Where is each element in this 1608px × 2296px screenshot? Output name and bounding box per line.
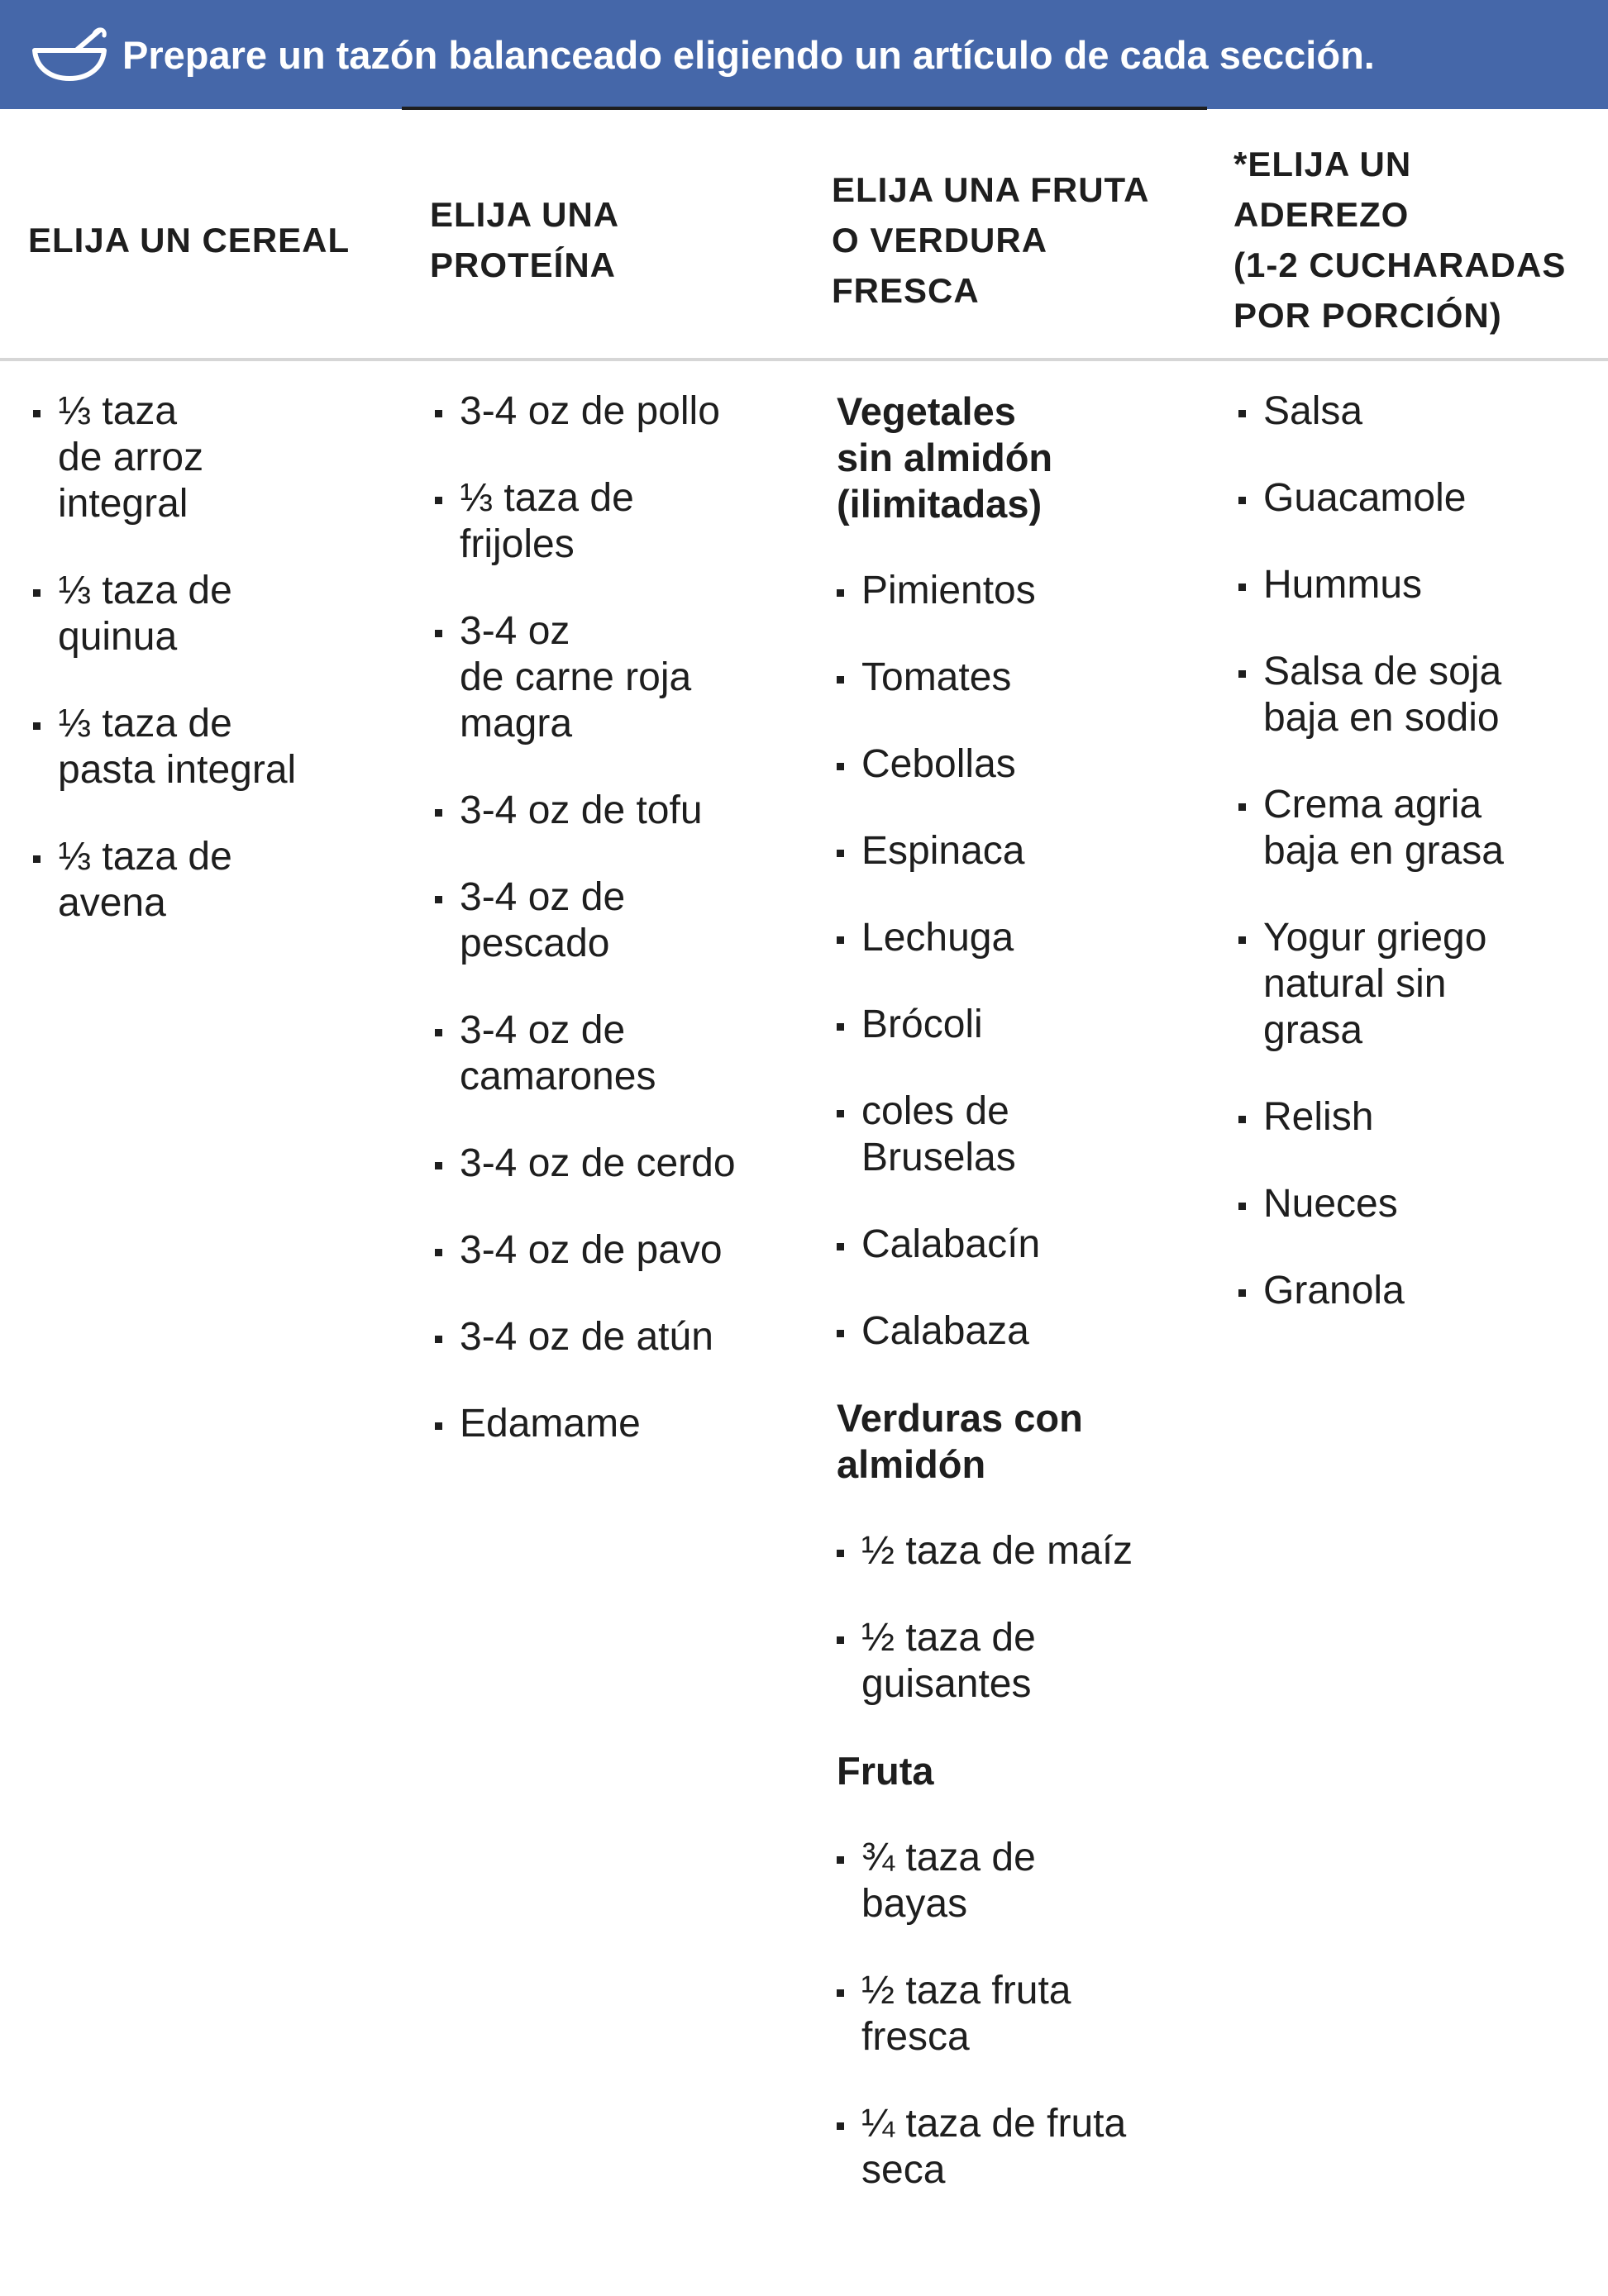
bullet — [837, 1243, 844, 1250]
bullet — [1238, 1203, 1246, 1210]
list-item — [1238, 1094, 1602, 1141]
protein-column — [435, 388, 799, 1488]
list-item — [33, 834, 397, 926]
item-text: Hummus — [1263, 563, 1423, 607]
list-item — [1238, 1268, 1602, 1314]
list-item — [1238, 475, 1602, 522]
item-text: ⅓ taza de quinua — [58, 569, 232, 659]
list-item — [33, 568, 397, 660]
list-item — [837, 1088, 1209, 1181]
item-text: Calabaza — [861, 1309, 1029, 1353]
item-text: Pimientos — [861, 569, 1036, 612]
list-item — [837, 828, 1209, 874]
item-text: 3-4 oz de pavo — [460, 1228, 723, 1272]
bullet — [1238, 1289, 1246, 1297]
bullet — [435, 1029, 442, 1036]
bullet — [1238, 497, 1246, 504]
list-item — [837, 655, 1209, 701]
list-item — [837, 915, 1209, 961]
header-rule — [402, 107, 1207, 110]
bullet — [837, 1856, 844, 1864]
header-divider — [0, 358, 1608, 361]
bullet — [435, 809, 442, 817]
bullet — [435, 1162, 442, 1169]
bullet — [837, 589, 844, 597]
list-item — [435, 874, 799, 967]
column-heading-protein: ELIJA UNA PROTEÍNA — [430, 195, 620, 284]
item-text: ⅓ taza de frijoles — [460, 476, 634, 566]
fruit-vegetable-column — [837, 388, 1209, 2234]
item-text: Calabacín — [861, 1222, 1041, 1266]
item-text: ½ taza de guisantes — [861, 1616, 1036, 1706]
list-item — [837, 1615, 1209, 1708]
bullet — [435, 1336, 442, 1343]
list-item — [837, 2101, 1209, 2194]
bullet — [837, 1330, 844, 1337]
bullet — [1238, 803, 1246, 811]
list-item — [1238, 1181, 1602, 1227]
item-text: Cebollas — [861, 742, 1016, 786]
list-item — [435, 388, 799, 435]
item-text: 3-4 oz de cerdo — [460, 1141, 736, 1185]
list-item — [1238, 649, 1602, 741]
item-text: ¾ taza de bayas — [861, 1836, 1036, 1926]
item-text: ½ taza fruta fresca — [861, 1969, 1071, 2059]
list-item — [837, 1308, 1209, 1355]
item-text: Brócoli — [861, 1003, 983, 1046]
subheading-fruit: Fruta — [837, 1749, 934, 1793]
list-item — [435, 1141, 799, 1187]
item-text: Granola — [1263, 1269, 1405, 1312]
item-text: Edamame — [460, 1402, 641, 1446]
item-text: Nueces — [1263, 1182, 1398, 1226]
subheading-starchy: Verduras con almidón — [837, 1396, 1083, 1486]
bullet — [435, 1249, 442, 1256]
item-text: Yogur griego natural sin grasa — [1263, 916, 1487, 1052]
header-banner — [0, 0, 1608, 109]
item-text: ⅓ taza de arroz integral — [58, 389, 204, 526]
item-text: 3-4 oz de pollo — [460, 389, 720, 433]
bullet — [33, 722, 41, 730]
list-item — [435, 1227, 799, 1274]
bullet — [837, 1636, 844, 1644]
list-item — [33, 388, 397, 527]
bullet — [837, 1989, 844, 1997]
item-text: Salsa — [1263, 389, 1363, 433]
item-text: Crema agria baja en grasa — [1263, 783, 1504, 873]
bullet — [435, 630, 442, 637]
bullet — [837, 2122, 844, 2130]
bullet — [435, 497, 442, 504]
bullet — [837, 1550, 844, 1557]
item-text: Tomates — [861, 655, 1012, 699]
list-item — [1238, 388, 1602, 435]
subheading-non-starchy: Vegetales sin almidón (ilimitadas) — [837, 389, 1053, 526]
bullet — [1238, 1116, 1246, 1123]
item-text: Espinaca — [861, 829, 1025, 873]
bullet — [435, 410, 442, 417]
bullet — [1238, 936, 1246, 944]
list-item — [837, 1528, 1209, 1574]
bullet — [837, 936, 844, 944]
item-text: 3-4 oz de tofu — [460, 788, 703, 832]
cereal-column — [33, 388, 397, 967]
item-text: ⅓ taza de avena — [58, 835, 232, 925]
list-item — [837, 1968, 1209, 2060]
list-item — [435, 475, 799, 568]
list-item — [435, 1007, 799, 1100]
bullet — [837, 1023, 844, 1031]
bullet — [1238, 584, 1246, 591]
bullet — [837, 763, 844, 770]
list-item — [1238, 915, 1602, 1054]
bullet — [837, 676, 844, 684]
item-text: 3-4 oz de camarones — [460, 1008, 656, 1098]
item-text: Guacamole — [1263, 476, 1467, 520]
bullet — [435, 896, 442, 903]
list-item — [1238, 782, 1602, 874]
item-text: 3-4 oz de atún — [460, 1315, 713, 1359]
item-text: ⅓ taza de pasta integral — [58, 702, 297, 792]
list-item — [435, 788, 799, 834]
bullet — [33, 410, 41, 417]
item-text: Lechuga — [861, 916, 1014, 960]
bullet — [837, 850, 844, 857]
bowl-icon — [30, 26, 109, 83]
list-item — [837, 568, 1209, 614]
item-text: Relish — [1263, 1095, 1374, 1139]
bullet — [837, 1110, 844, 1117]
list-item — [435, 608, 799, 747]
dressing-column — [1238, 388, 1602, 1355]
bullet — [1238, 410, 1246, 417]
list-item — [1238, 562, 1602, 608]
list-item — [435, 1314, 799, 1360]
list-item — [837, 1222, 1209, 1268]
column-heading-cereal: ELIJA UN CEREAL — [28, 220, 351, 260]
item-text: ¼ taza de fruta seca — [861, 2102, 1127, 2192]
bullet — [33, 855, 41, 863]
bullet — [435, 1422, 442, 1430]
bullet — [33, 589, 41, 597]
item-text: coles de Bruselas — [861, 1089, 1016, 1179]
list-item — [837, 1835, 1209, 1927]
list-item — [837, 741, 1209, 788]
item-text: ½ taza de maíz — [861, 1529, 1133, 1573]
list-item — [837, 1002, 1209, 1048]
item-text: Salsa de soja baja en sodio — [1263, 650, 1502, 740]
column-heading-dressing: *ELIJA UN ADEREZO (1-2 CUCHARADAS POR PORCIÓN) — [1233, 145, 1567, 335]
item-text: 3-4 oz de carne roja magra — [460, 609, 692, 745]
list-item — [33, 701, 397, 793]
bullet — [1238, 670, 1246, 678]
column-heading-fruit-vegetable: ELIJA UNA FRUTA O VERDURA FRESCA — [832, 169, 1150, 310]
item-text: 3-4 oz de pescado — [460, 875, 626, 965]
banner-title: Prepare un tazón balanceado eligiendo un artículo de cada sección. — [122, 32, 1375, 77]
list-item — [435, 1401, 799, 1447]
